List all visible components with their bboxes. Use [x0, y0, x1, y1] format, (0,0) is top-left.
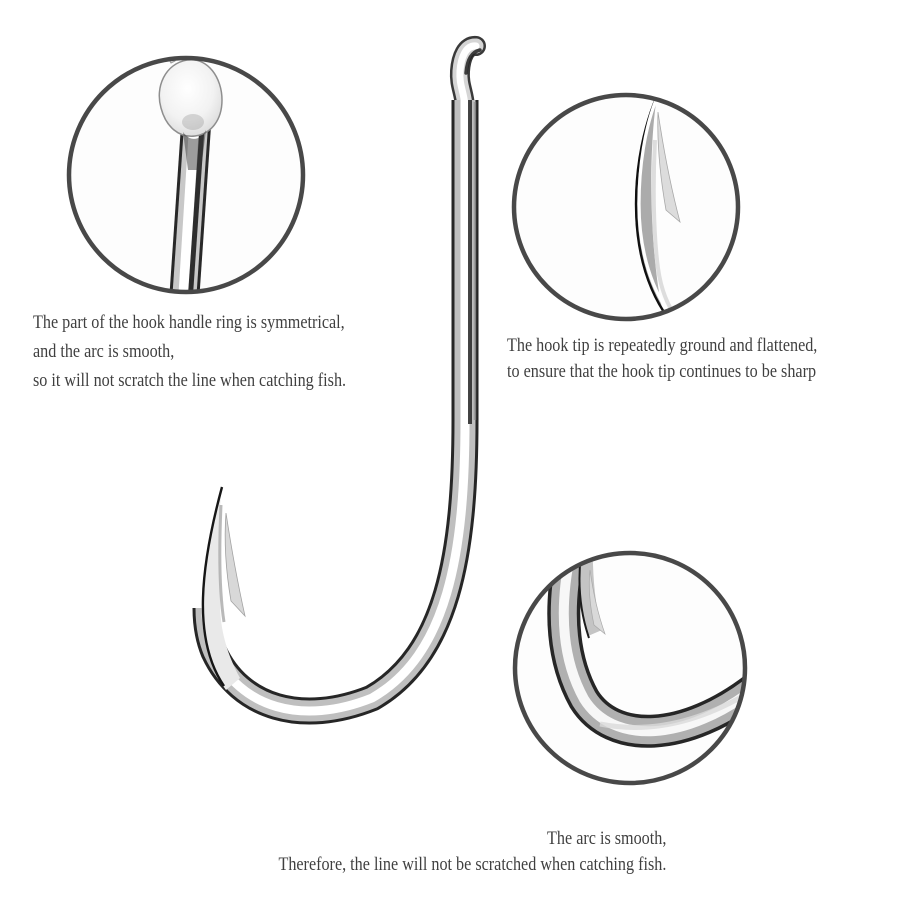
note-line: to ensure that the hook tip continues to be sharp — [507, 361, 817, 382]
note-line: Therefore, the line will not be scratched when catching fish. — [278, 854, 666, 875]
note-line: The arc is smooth, — [546, 828, 666, 849]
hook-tip-note — [507, 333, 817, 385]
arc-note — [278, 826, 666, 878]
note-line: so it will not scratch the line when catching fish. — [33, 370, 347, 391]
hook-bend-detail-circle — [515, 532, 758, 783]
hook-eye-detail-circle — [69, 50, 303, 302]
note-line: The part of the hook handle ring is symmetrical, — [33, 312, 345, 333]
note-line: The hook tip is repeatedly ground and flattened, — [507, 335, 818, 356]
hook-tip-detail-circle — [514, 95, 738, 365]
hook-barb — [225, 513, 245, 616]
handle-ring-note — [33, 308, 346, 395]
hook-spade-end — [460, 46, 480, 106]
note-line: and the arc is smooth, — [33, 341, 175, 362]
